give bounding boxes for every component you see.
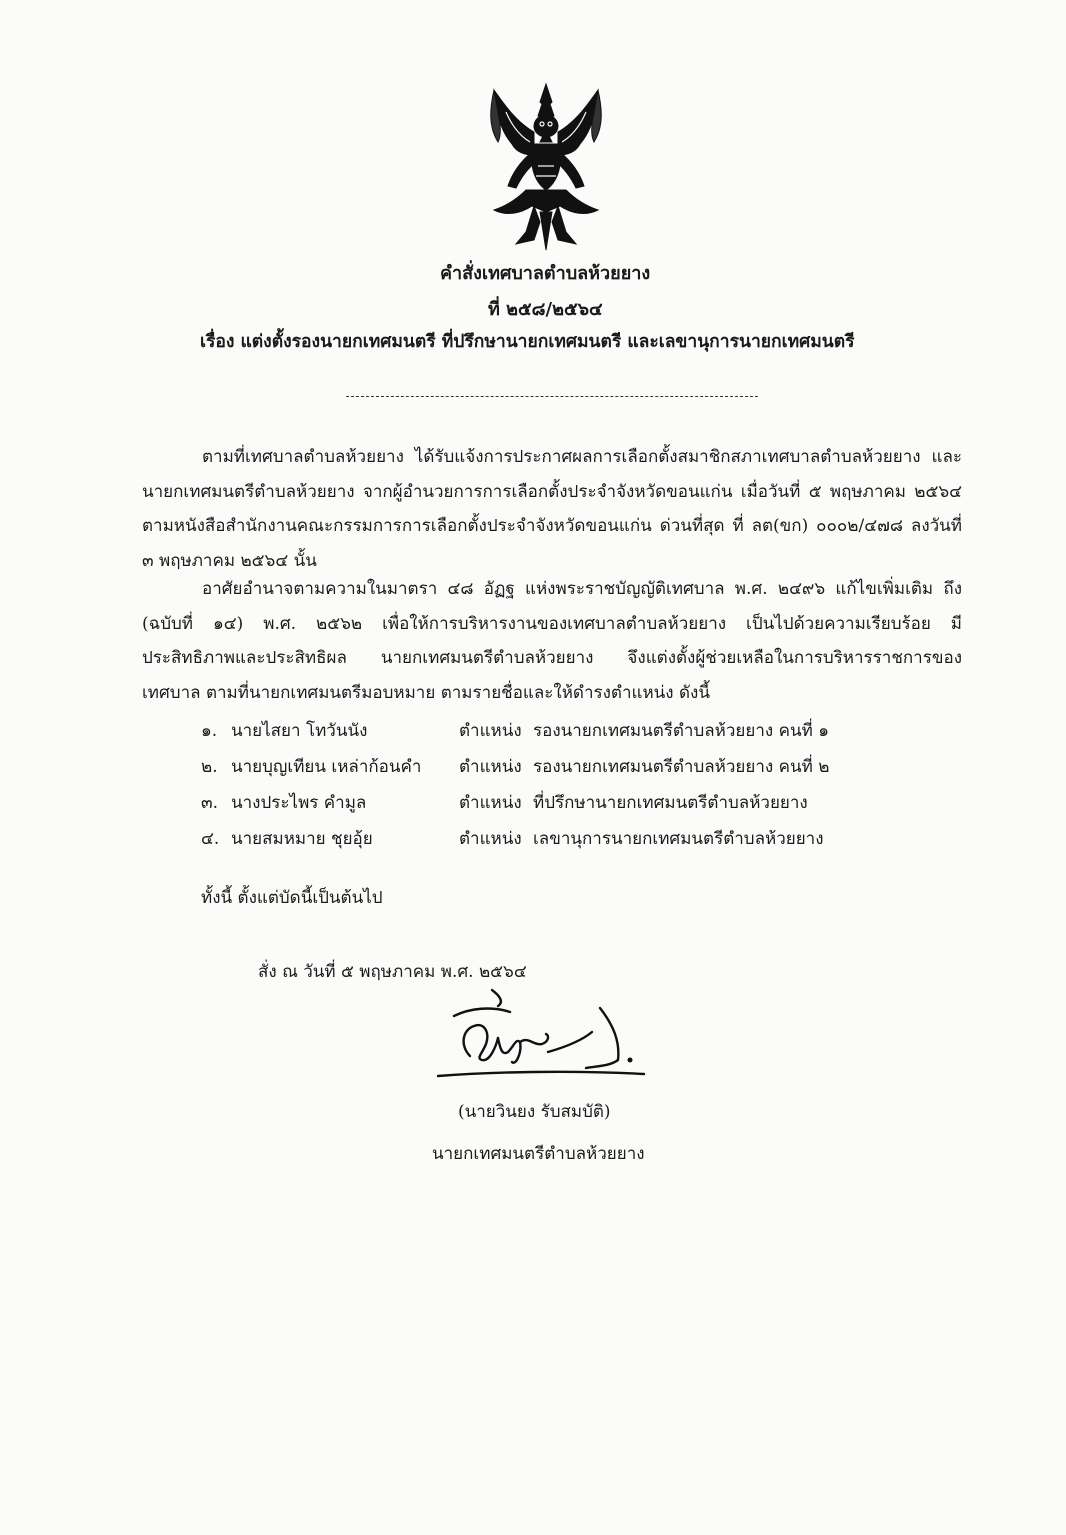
paragraph-2-text: อาศัยอำนาจตามความในมาตรา ๔๘ อัฏฐ แห่งพระราชบัญญัติเทศบาล พ.ศ. ๒๔๙๖ แก้ไขเพิ่มเติม ถึง (ฉบับที่ ๑๔) พ.ศ. ๒๕๖๒ เพื่อให้การบริหารงานของเทศบาลตำบลห้วยยาง เป็นไปด้วยความเรียบร้อย มีประสิทธิภาพและประสิทธิผล นายกเทศมนตรีตำบลห้วยยาง จึงแต่งตั้งผู้ช่วยเหลือในการบริหารราชการของเทศบาล ตามที่นายกเทศมนตรีมอบหมาย ตามรายชื่อและให้ดำรงตำแหน่ง ดังนี้ (142, 579, 962, 703)
order-number: ที่ ๒๕๘/๒๕๖๔ (488, 299, 603, 320)
appointee-position: เลขานุการนายกเทศมนตรีตำบลห้วยยาง (533, 828, 824, 849)
position-label: ตำแหน่ง (459, 792, 522, 813)
body-paragraph-2 (142, 572, 962, 710)
appointee-name: นายไสยา โทวันนัง (231, 720, 368, 741)
appointee-position: ที่ปรึกษานายกเทศมนตรีตำบลห้วยยาง (533, 792, 808, 813)
appointment-number: ๔. (201, 828, 220, 849)
appointee-position: รองนายกเทศมนตรีตำบลห้วยยาง คนที่ ๑ (533, 720, 829, 741)
position-label: ตำแหน่ง (459, 720, 522, 741)
appointee-position: รองนายกเทศมนตรีตำบลห้วยยาง คนที่ ๒ (533, 756, 830, 777)
appointment-number: ๑. (201, 720, 218, 741)
appointment-row (201, 784, 961, 820)
position-label: ตำแหน่ง (459, 756, 522, 777)
order-subject: เรื่อง แต่งตั้งรองนายกเทศมนตรี ที่ปรึกษานายกเทศมนตรี และเลขานุการนายกเทศมนตรี (200, 332, 855, 352)
appointment-row (201, 748, 961, 784)
signer-name: (นายวินยง รับสมบัติ) (458, 1102, 611, 1122)
paragraph-1-text: ตามที่เทศบาลตำบลห้วยยาง ได้รับแจ้งการประกาศผลการเลือกตั้งสมาชิกสภาเทศบาลตำบลห้วยยาง และนายกเทศมนตรีตำบลห้วยยาง จากผู้อำนวยการการเลือกตั้งประจำจังหวัดขอนแก่น เมื่อวันที่ ๕ พฤษภาคม ๒๕๖๔ ตามหนังสือสำนักงานคณะกรรมการการเลือกตั้งประจำจังหวัดขอนแก่น ด่วนที่สุด ที่ ลต(ขก) ๐๐๐๒/๔๗๘ ลงวันที่ ๓ พฤษภาคม ๒๕๖๔ นั้น (142, 447, 962, 571)
appointment-row (201, 820, 961, 856)
dashed-divider (346, 396, 758, 397)
appointee-name: นางประไพร คำมูล (231, 792, 367, 813)
appointment-number: ๒. (201, 756, 218, 777)
order-title: คำสั่งเทศบาลตำบลห้วยยาง (440, 263, 651, 284)
appointee-name: นายสมหมาย ชุยอุ้ย (231, 828, 373, 849)
body-paragraph-1 (142, 440, 962, 578)
position-label: ตำแหน่ง (459, 828, 522, 849)
appointment-list (201, 712, 961, 856)
closing-statement: ทั้งนี้ ตั้งแต่บัดนี้เป็นต้นไป (201, 888, 383, 908)
signer-position: นายกเทศมนตรีตำบลห้วยยาง (432, 1144, 645, 1164)
given-date: สั่ง ณ วันที่ ๕ พฤษภาคม พ.ศ. ๒๕๖๔ (258, 962, 527, 982)
appointment-number: ๓. (201, 792, 219, 813)
handwritten-signature (430, 986, 660, 1086)
appointment-row (201, 712, 961, 748)
garuda-emblem-icon (486, 82, 606, 252)
appointee-name: นายบุญเทียน เหล่าก้อนคำ (231, 756, 422, 777)
